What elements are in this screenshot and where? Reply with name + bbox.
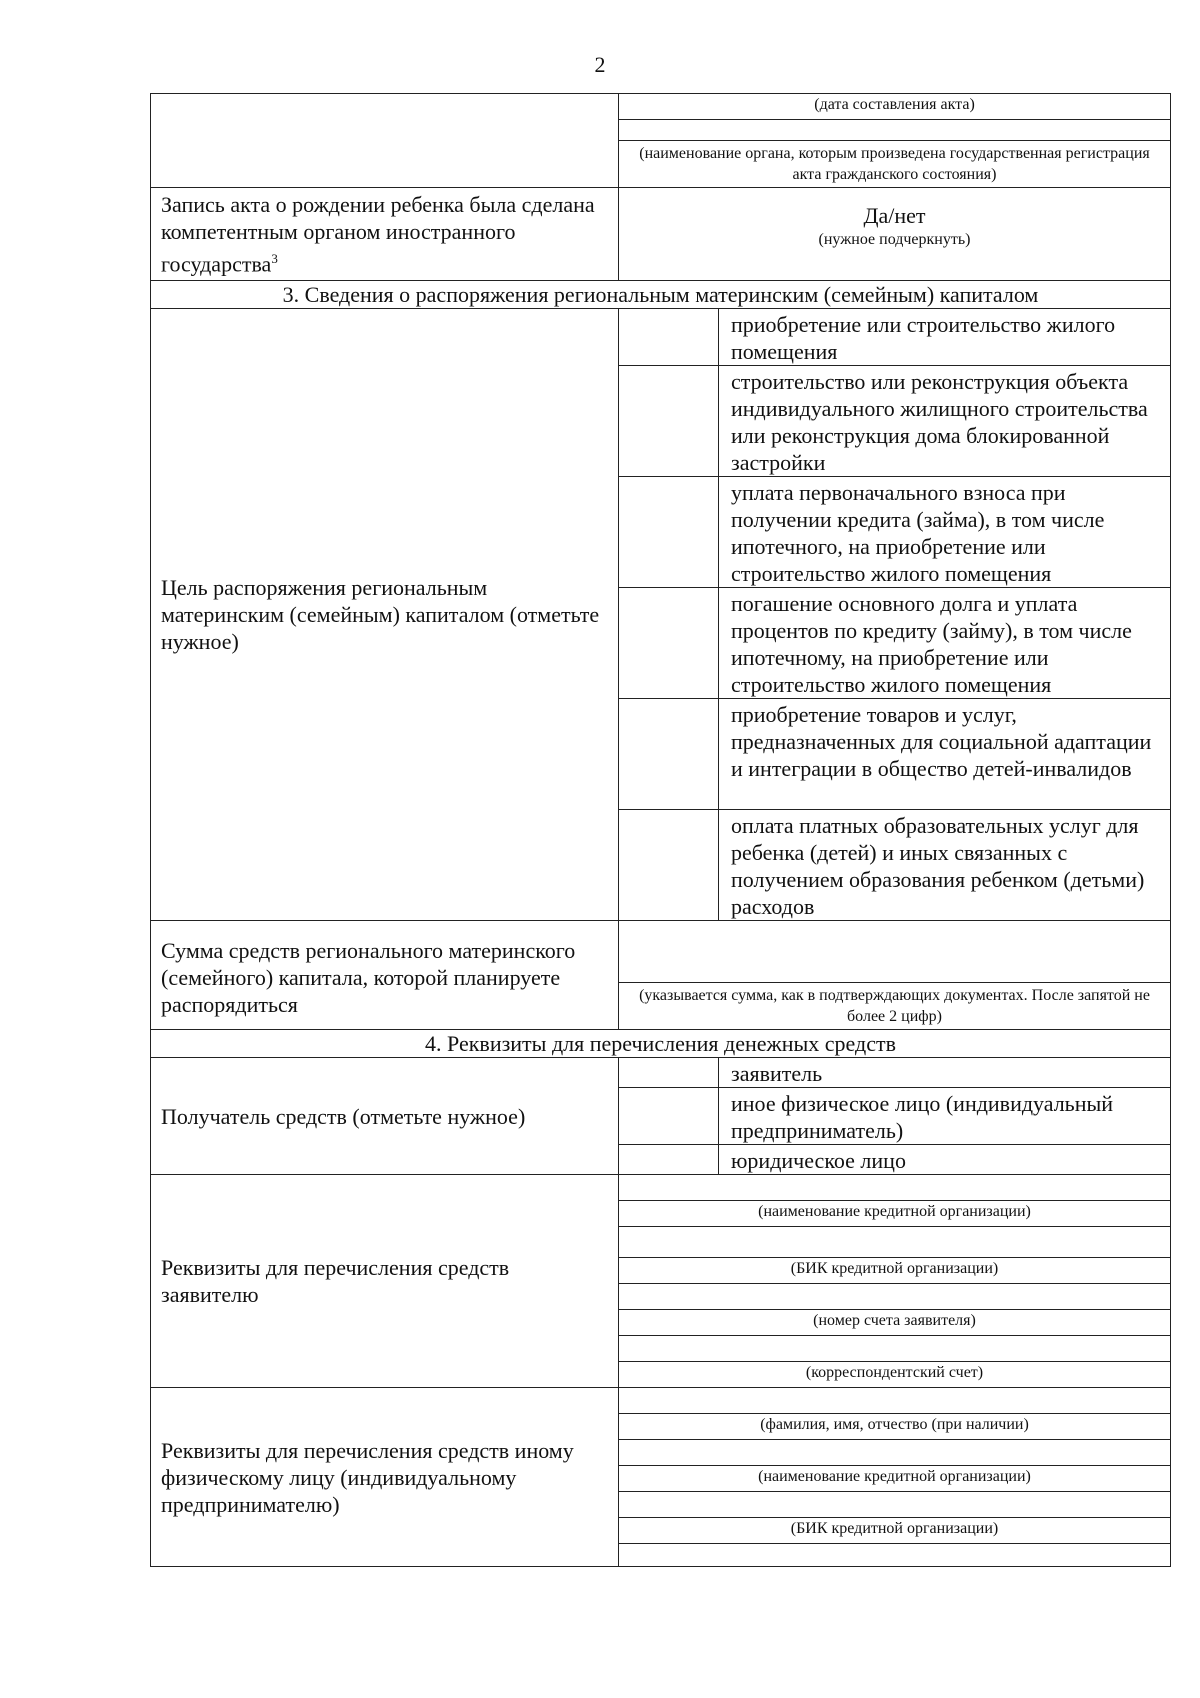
bik-caption: (БИК кредитной организации) [790,1260,999,1278]
amount-input[interactable] [619,921,1170,983]
other-bank-name-input[interactable] [619,1440,1170,1466]
act-registration-row [151,94,1171,188]
recipient-option: заявитель [719,1058,1171,1088]
amount-cell [619,921,1171,1030]
foreign-record-row [151,188,1171,281]
yes-no-caption: (нужное подчеркнуть) [818,231,971,248]
recipient-option: юридическое лицо [719,1145,1171,1175]
foreign-record-label: Запись акта о рождении ребенка была сделана компетентным органом иностранного государства [161,192,595,277]
purpose-option: приобретение или строительство жилого помещения [719,309,1171,366]
section-3-title: 3. Сведения о распоряжения региональным материнским (семейным) капиталом [151,281,1171,309]
recipient-row [151,1058,1171,1088]
bank-name-input[interactable] [619,1175,1170,1201]
applicant-requisites-row [151,1175,1171,1388]
other-person-requisites-fields [619,1388,1171,1567]
purpose-checkbox[interactable] [619,588,719,699]
purpose-row [151,309,1171,366]
other-person-requisites-row [151,1388,1171,1567]
purpose-option: уплата первоначального взноса при получении кредита (займа), в том числе ипотечного, на приобретение или строительство жилого помещения [719,477,1171,588]
section-3-title-row [151,281,1171,309]
other-bik-caption: (БИК кредитной организации) [790,1520,999,1538]
purpose-checkbox[interactable] [619,699,719,810]
full-name-input[interactable] [619,1388,1170,1414]
purpose-option: строительство или реконструкция объекта индивидуального жилищного строительства или реконструкция дома блокированной застройки [719,366,1171,477]
recipient-checkbox[interactable] [619,1058,719,1088]
purpose-option: оплата платных образовательных услуг для ребенка (детей) и иных связанных с получением образования ребенком (детьми) расходов [719,810,1171,921]
amount-label: Сумма средств регионального материнского (семейного) капитала, которой планируете распорядиться [151,921,619,1030]
bank-name-caption: (наименование кредитной организации) [758,1203,1031,1221]
footnote-mark: 3 [271,251,278,266]
yes-no-choice[interactable]: Да/нет [863,203,926,228]
purpose-option: приобретение товаров и услуг, предназначенных для социальной адаптации и интеграции в общество детей-инвалидов [719,699,1171,810]
foreign-record-choice-cell[interactable] [619,188,1171,281]
recipient-option: иное физическое лицо (индивидуальный предприниматель) [719,1088,1171,1145]
amount-caption: (указывается сумма, как в подтверждающих документах. После запятой не более 2 цифр) [639,987,1150,1026]
page-number: 2 [594,52,606,77]
section-4-title: 4. Реквизиты для перечисления денежных средств [151,1030,1171,1058]
registering-organ-field[interactable] [619,120,1170,141]
purpose-checkbox[interactable] [619,810,719,921]
full-name-caption: (фамилия, имя, отчество (при наличии) [760,1416,1029,1434]
act-registration-fields [619,94,1171,188]
act-date-caption: (дата составления акта) [814,96,975,113]
section-4-title-row [151,1030,1171,1058]
registering-organ-caption: (наименование органа, которым произведена государственная регистрация акта гражданского состояния) [639,145,1150,183]
applicant-requisites-label: Реквизиты для перечисления средств заявителю [151,1175,619,1388]
purpose-label: Цель распоряжения региональным материнским (семейным) капиталом (отметьте нужное) [151,309,619,921]
other-extra-input[interactable] [619,1544,1170,1567]
purpose-checkbox[interactable] [619,309,719,366]
corr-account-caption: (корреспондентский счет) [805,1364,984,1382]
other-bik-input[interactable] [619,1492,1170,1518]
account-number-caption: (номер счета заявителя) [813,1312,976,1330]
account-number-input[interactable] [619,1284,1170,1310]
recipient-checkbox[interactable] [619,1088,719,1145]
other-person-requisites-label: Реквизиты для перечисления средств иному физическому лицу (индивидуальному предпринимателю) [151,1388,619,1567]
corr-account-input[interactable] [619,1336,1170,1362]
foreign-record-label-cell [151,188,619,281]
bik-input[interactable] [619,1227,1170,1258]
application-form-table [150,93,1171,1567]
recipient-checkbox[interactable] [619,1145,719,1175]
empty-label-cell [151,94,619,188]
other-bank-name-caption: (наименование кредитной организации) [758,1468,1031,1486]
purpose-checkbox[interactable] [619,477,719,588]
purpose-checkbox[interactable] [619,366,719,477]
amount-row [151,921,1171,1030]
recipient-label: Получатель средств (отметьте нужное) [151,1058,619,1175]
applicant-requisites-fields [619,1175,1171,1388]
purpose-option: погашение основного долга и уплата процентов по кредиту (займу), в том числе ипотечному, на приобретение или строительство жилого помещения [719,588,1171,699]
